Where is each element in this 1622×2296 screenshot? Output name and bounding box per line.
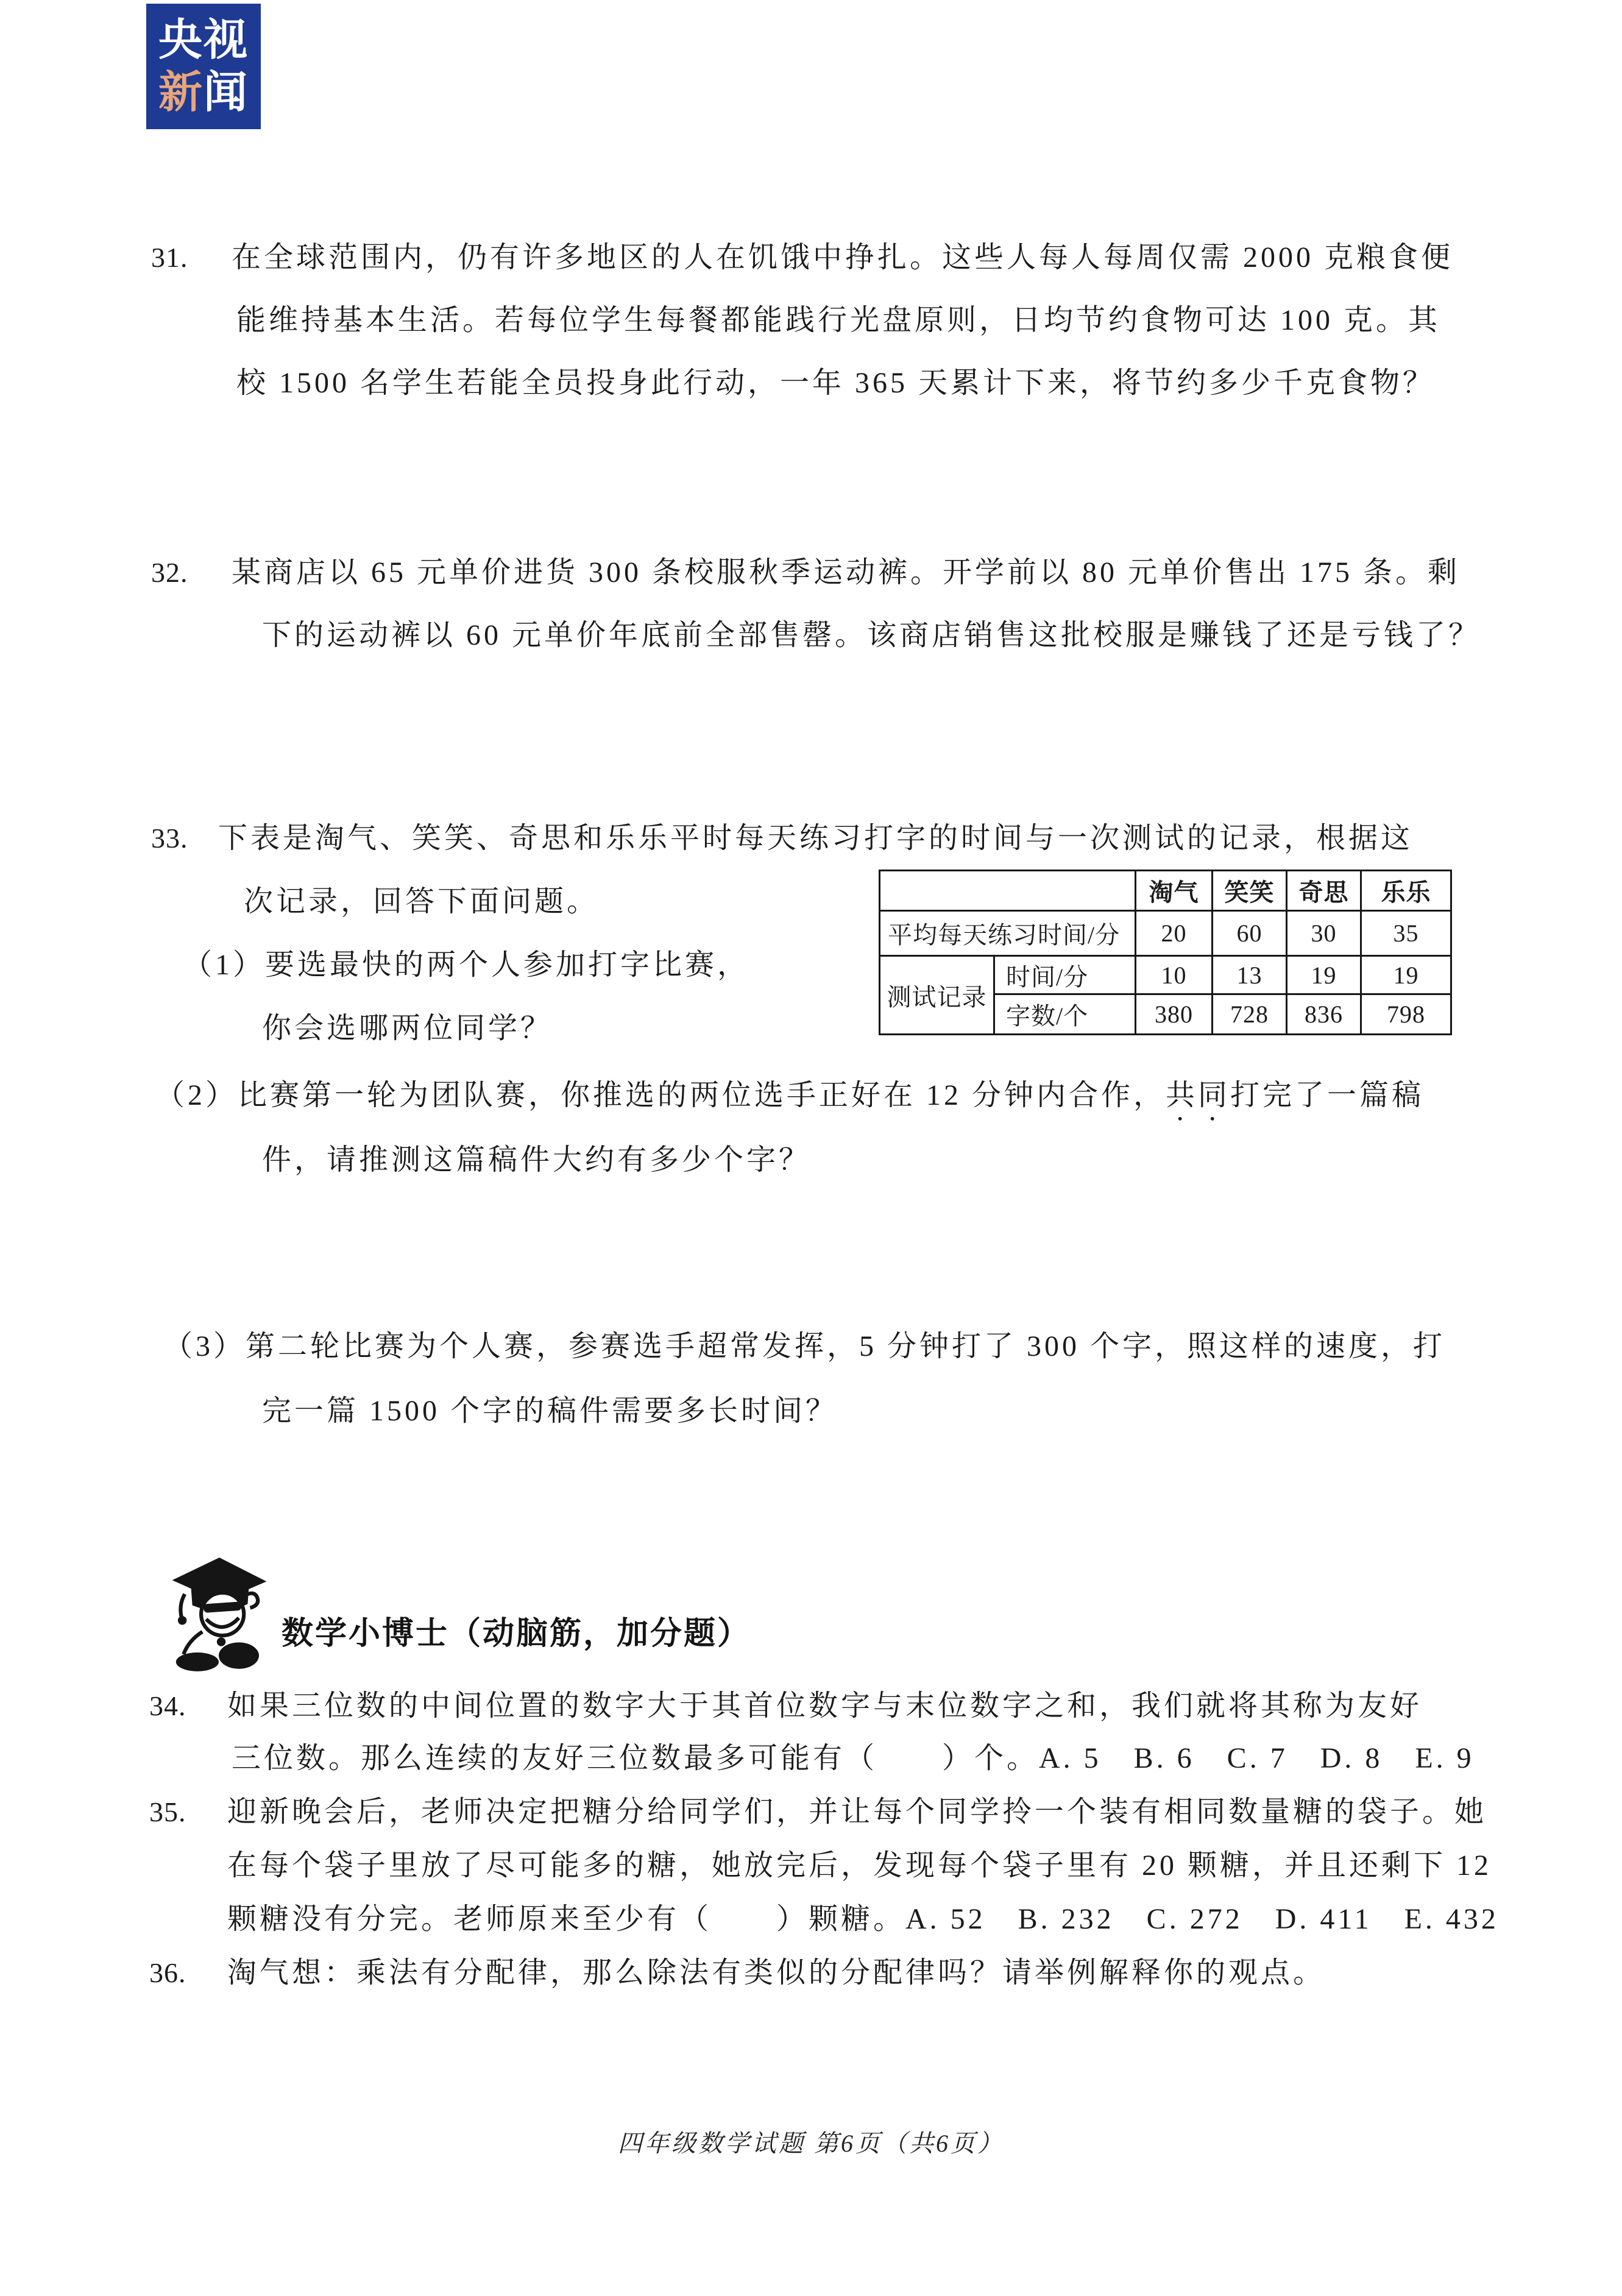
table-cell: 798 [1361,994,1451,1035]
q32-number: 32. [151,557,188,588]
table-row-test-time [880,956,1451,994]
logo-text-xin: 新 [158,68,204,117]
q35-line-2: 在每个袋子里放了尽可能多的糖，她放完后，发现每个袋子里有 20 颗糖，并且还剩下 12 [227,1849,1492,1882]
practice-time-label: 平均每天练习时间/分 [880,911,1136,956]
q33-sub2-text-post: 打完了一篇稿 [1230,1079,1425,1111]
q34-line-2: 三位数。那么连续的友好三位数最多可能有（ ）个。A. 5 B. 6 C. 7 D. 8 E. 9 [232,1742,1475,1774]
math-doctor-icon [166,1555,273,1674]
q35-number: 35. [149,1796,186,1827]
table-col-qisi: 奇思 [1287,871,1361,911]
table-cell: 728 [1213,994,1287,1035]
q36-line-1: 淘气想：乘法有分配律，那么除法有类似的分配律吗？请举例解释你的观点。 [227,1957,1326,1989]
table-cell: 836 [1287,994,1361,1035]
table-cell: 380 [1136,994,1213,1035]
bonus-section-title: 数学小博士（动脑筋，加分题） [282,1616,751,1651]
q33-sub1-text: 要选最快的两个人参加打字比赛， [265,949,750,981]
q32-line-2: 下的运动裤以 60 元单价年底前全部售罄。该商店销售这批校服是赚钱了还是亏钱了？ [262,619,1481,651]
table-cell: 19 [1287,956,1361,994]
q33-sub3-line-1 [163,1330,1445,1364]
q31-line-1: 在全球范围内，仍有许多地区的人在饥饿中挣扎。这些人每人每周仅需 2000 克粮食便 [232,241,1454,274]
page-footer: 四年级数学试题 第6页（共6页） [618,2130,1004,2157]
table-cell: 30 [1287,911,1361,956]
q34-line-1: 如果三位数的中间位置的数字大于其首位数字与末位数字之和，我们就将其称为友好 [227,1690,1423,1722]
logo-row-2 [158,66,249,119]
q33-sub1-label: （1） [183,949,266,981]
typing-record-table [879,870,1452,1035]
test-record-group-label: 测试记录 [880,956,994,1035]
table-cell: 60 [1213,911,1287,956]
q31-line-2: 能维持基本生活。若每位学生每餐都能践行光盘原则，日均节约食物可达 100 克。其 [236,304,1441,336]
q35-line-3: 颗糖没有分完。老师原来至少有（ ）颗糖。A. 52 B. 232 C. 272 D. 411 E. 432 [227,1903,1499,1935]
q33-sub2-label: （2） [155,1079,238,1111]
q34-number: 34. [149,1690,186,1721]
q31-line-3: 校 1500 名学生若能全员投身此行动，一年 365 天累计下来，将节约多少千克食物？ [236,367,1436,399]
q33-sub2-line-2: 件，请推测这篇稿件大约有多少个字？ [262,1144,812,1176]
test-time-label: 时间/分 [994,956,1136,994]
q35-line-1: 迎新晚会后，老师决定把糖分给同学们，并让每个同学拎一个装有相同数量糖的袋子。她 [227,1796,1487,1828]
word-count-label: 字数/个 [994,994,1136,1035]
q36-number: 36. [149,1957,186,1988]
logo-text-wen: 闻 [204,68,249,117]
q33-sub2-line-1 [155,1079,1424,1127]
table-header-row [880,871,1451,911]
q33-sub3-label: （3） [163,1330,246,1362]
q33-sub3-text: 第二轮比赛为个人赛，参赛选手超常发挥，5 分钟打了 300 个字，照这样的速度，打 [246,1330,1446,1362]
q33-sub1-line-2: 你会选哪两位同学？ [262,1012,553,1044]
q33-number: 33. [151,823,188,854]
table-cell: 20 [1136,911,1213,956]
q32-line-1: 某商店以 65 元单价进货 300 条校服秋季运动裤。开学前以 80 元单价售出 175 条。剩 [232,556,1461,589]
table-cell: 19 [1361,956,1451,994]
logo-row-1 [158,14,249,66]
q33-sub2-emphasized-text: 共同 [1166,1079,1231,1111]
q31-number: 31. [151,242,188,273]
cctv-news-logo [146,4,261,129]
logo-text-yangshi: 央视 [158,16,249,65]
q33-sub1-line-1 [183,948,749,982]
table-row-practice-time [880,911,1451,956]
q33-sub2-text-pre: 比赛第一轮为团队赛，你推选的两位选手正好在 12 分钟内合作， [238,1079,1166,1111]
q33-line-2: 次记录，回答下面问题。 [244,885,600,918]
table-col-lele: 乐乐 [1361,871,1451,911]
table-cell: 13 [1213,956,1287,994]
table-col-xiaoxiao: 笑笑 [1213,871,1287,911]
table-cell: 10 [1136,956,1213,994]
q33-line-1: 下表是淘气、笑笑、奇思和乐乐平时每天练习打字的时间与一次测试的记录，根据这 [218,822,1414,854]
table-col-taoqi: 淘气 [1136,871,1213,911]
table-cell: 35 [1361,911,1451,956]
q33-sub3-line-2: 完一篇 1500 个字的稿件需要多长时间？ [262,1395,838,1427]
table-corner-cell [880,871,1136,911]
